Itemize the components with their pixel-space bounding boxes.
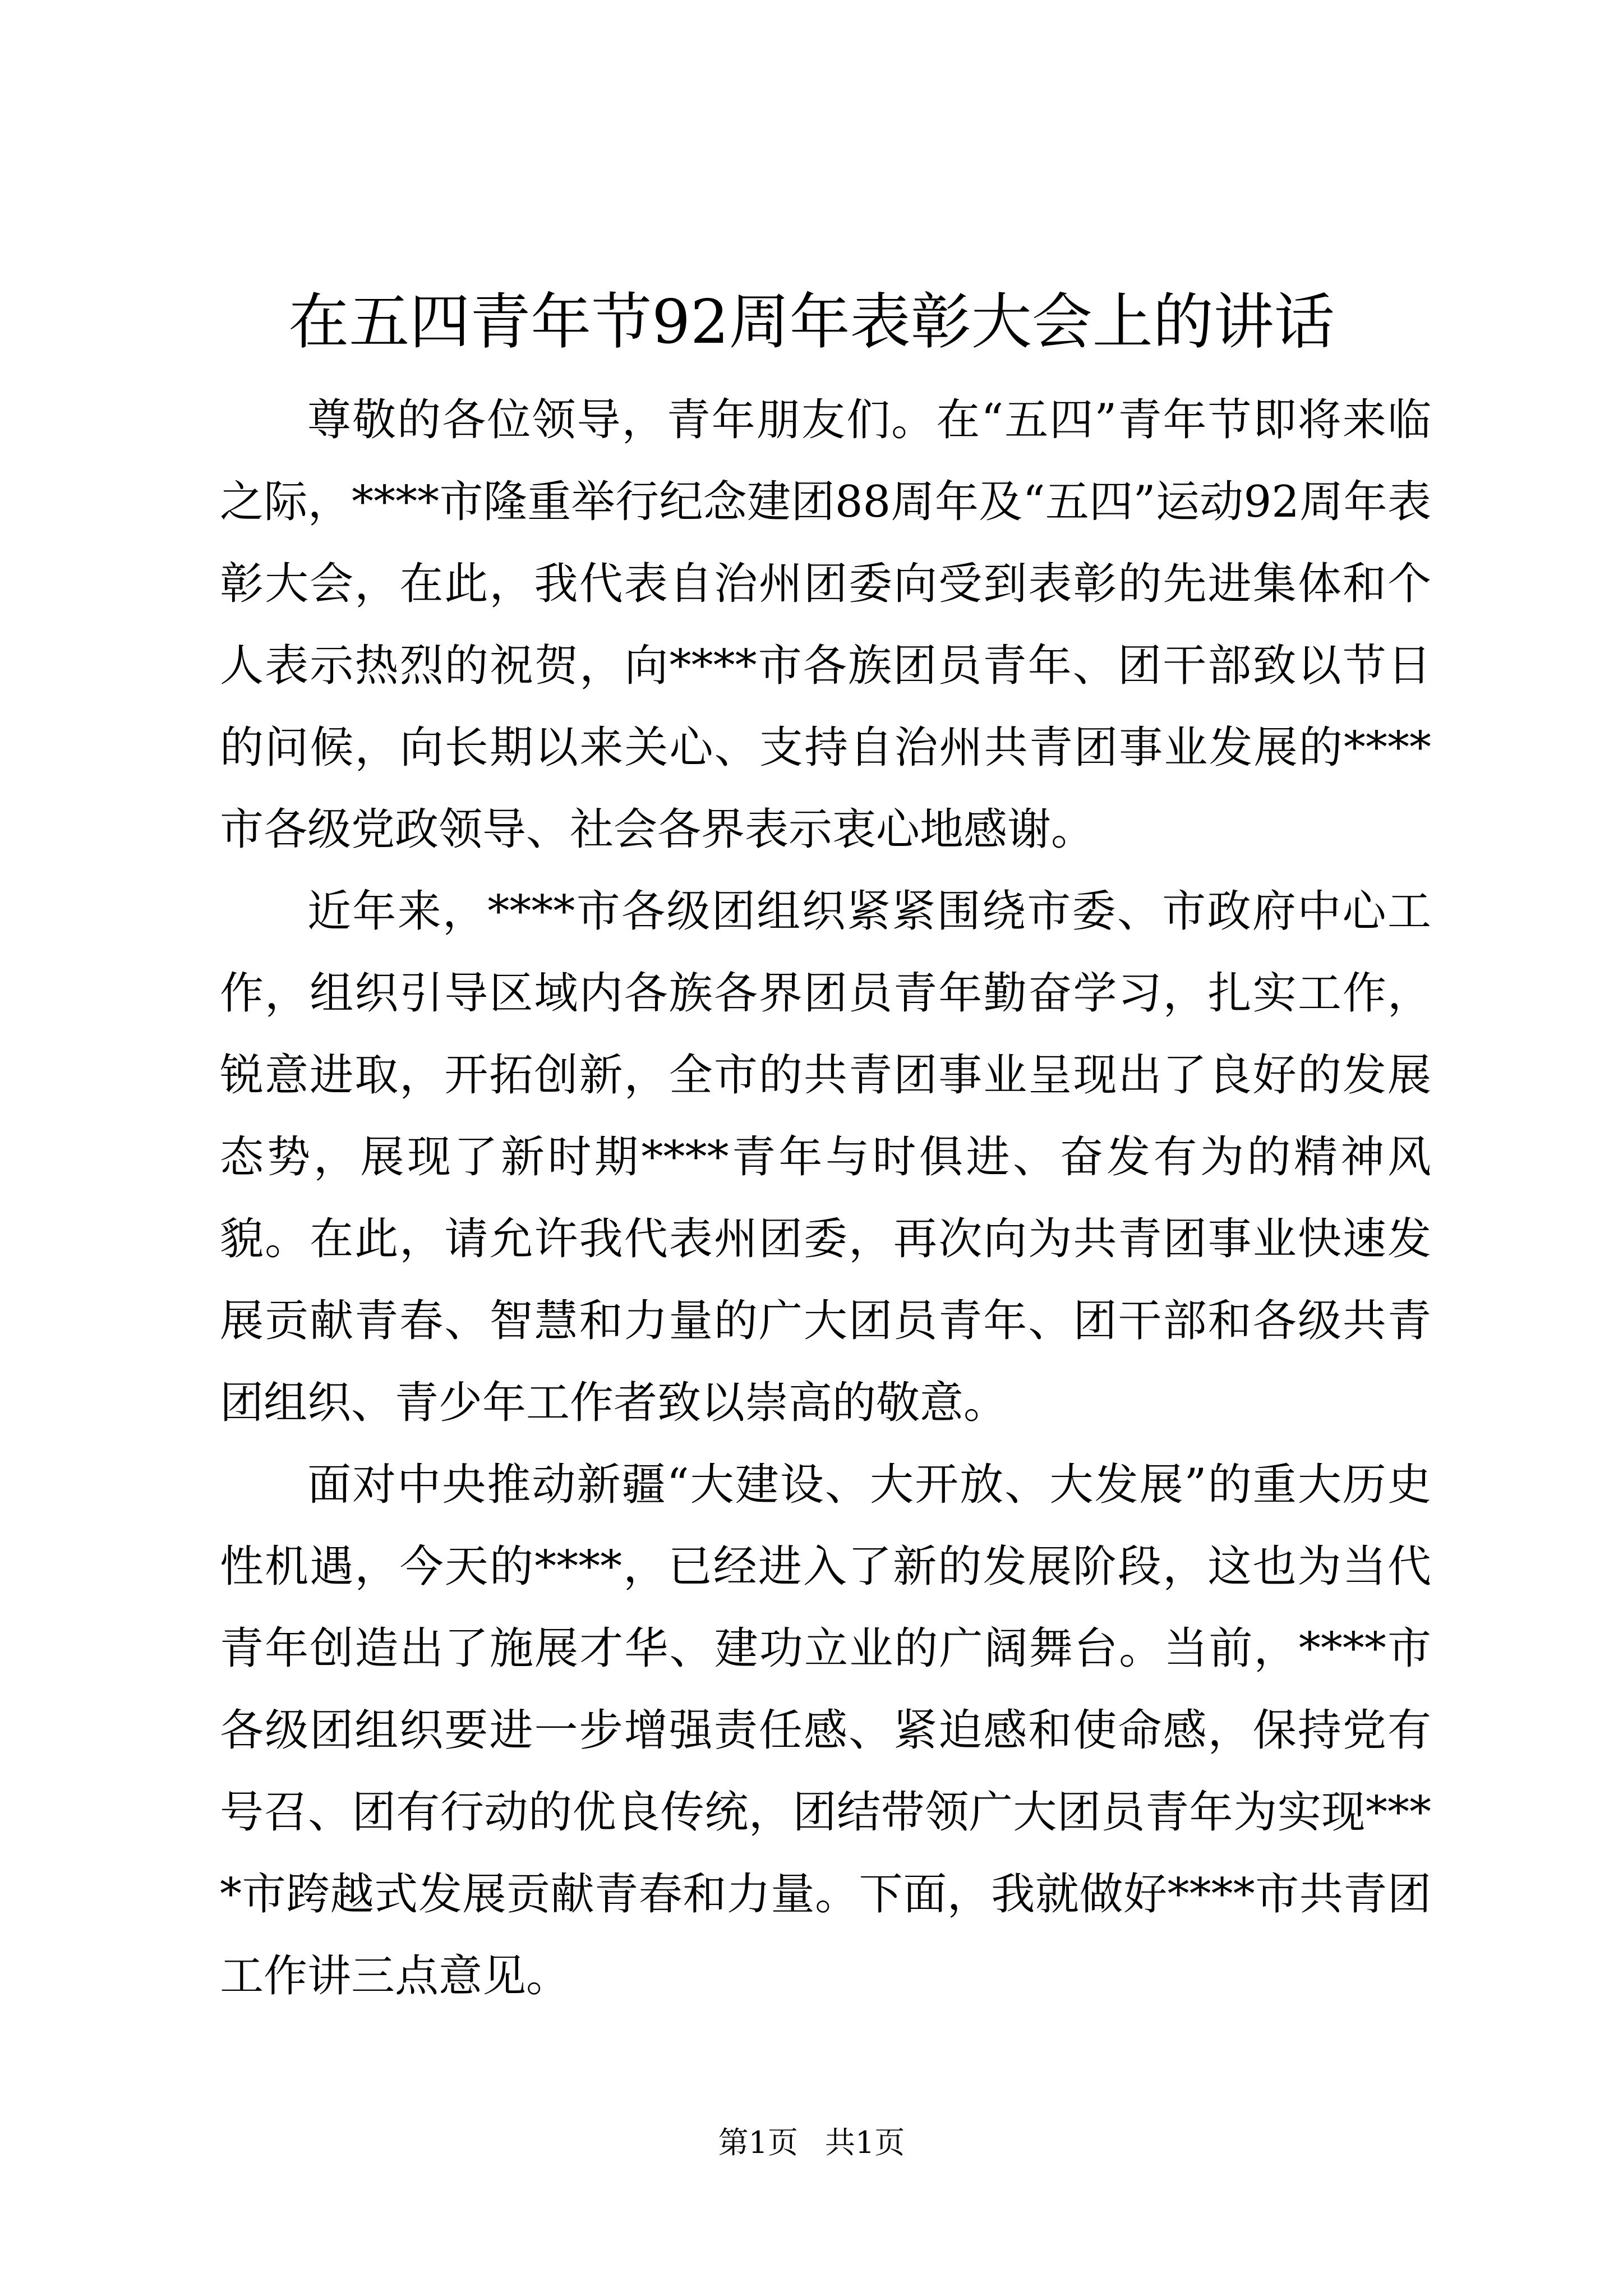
paragraph-2: 近年来，****市各级团组织紧紧围绕市委、市政府中心工作，组织引导区域内各族各界团员青年勤奋学习，扎实工作，锐意进取，开拓创新，全市的共青团事业呈现出了良好的发展态势，展现了新时期****青年与时俱进、奋发有为的精神风貌。在此，请允许我代表州团委，再次向为共青团事业快速发展贡献青春、智慧和力量的广大团员青年、团干部和各级共青团组织、青少年工作者致以崇高的敬意。 xyxy=(220,886,1431,1428)
paragraph-3: 面对中央推动新疆“大建设、大开放、大发展”的重大历史性机遇，今天的****，已经进入了新的发展阶段，这也为当代青年创造出了施展才华、建功立业的广阔舞台。当前，****市各级团组织要进一步增强责任感、紧迫感和使命感，保持党有号召、团有行动的优良传统，团结带领广大团员青年为实现****市跨越式发展贡献青春和力量。下面，我就做好****市共青团工作讲三点意见。 xyxy=(220,1460,1431,2001)
page-footer xyxy=(0,2123,1623,2162)
page-number-total: 共1页 xyxy=(825,2125,905,2160)
page-number-current: 第1页 xyxy=(718,2125,798,2160)
paragraph-1: 尊敬的各位领导，青年朋友们。在“五四”青年节即将来临之际，****市隆重举行纪念建团88周年及“五四”运动92周年表彰大会，在此，我代表自治州团委向受到表彰的先进集体和个人表示热烈的祝贺，向****市各族团员青年、团干部致以节日的问候，向长期以来关心、支持自治州共青团事业发展的****市各级党政领导、社会各界表示衷心地感谢。 xyxy=(220,395,1431,855)
document-body xyxy=(220,379,1431,2017)
document-title: 在五四青年节92周年表彰大会上的讲话 xyxy=(288,287,1335,357)
